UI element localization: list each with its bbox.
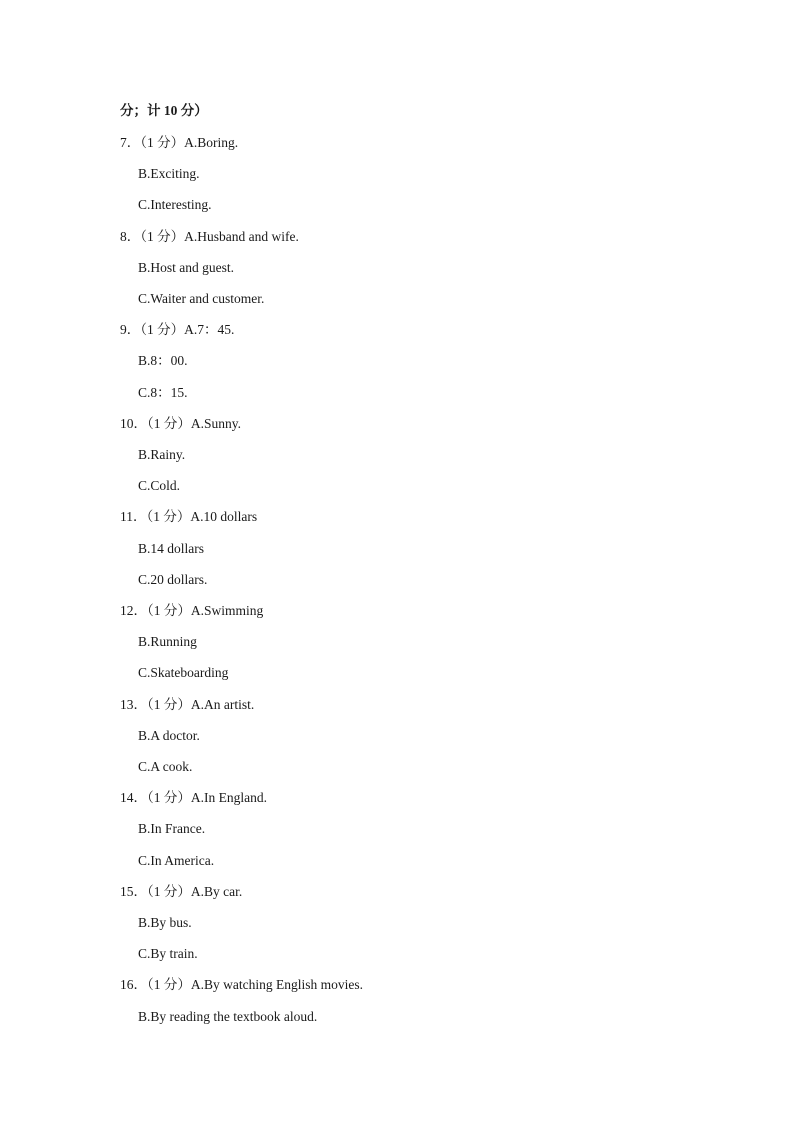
- question-5-line: [120, 507, 257, 527]
- option-b: B.Host and guest.: [138, 259, 234, 275]
- option-a: A.An artist.: [190, 696, 255, 712]
- option-a: A.Boring.: [184, 135, 239, 150]
- question-number: 15．: [120, 883, 147, 899]
- question-number: 12．: [120, 603, 147, 618]
- option-b: B.A doctor.: [138, 727, 200, 743]
- option-c: C.In America.: [138, 852, 215, 868]
- option-a: A.By watching English movies.: [190, 977, 363, 993]
- question-7-line: [120, 695, 254, 715]
- option-b: B.8：00.: [138, 353, 188, 369]
- question-score: （1 分）: [147, 883, 191, 899]
- question-score: （1 分）: [140, 322, 185, 338]
- option-c: C.Cold.: [138, 478, 181, 494]
- question-8-line: [120, 788, 267, 808]
- option-a: A.In England.: [190, 790, 267, 806]
- question-number: 10．: [120, 415, 147, 431]
- option-b: B.By bus.: [138, 915, 192, 930]
- question-9-line: [120, 882, 242, 902]
- option-c: C.Waiter and customer.: [138, 291, 265, 306]
- question-score: （1 分）: [147, 603, 191, 618]
- section-header: 分；计 10 分）: [120, 103, 208, 118]
- question-number: 9．: [120, 322, 141, 338]
- option-a: A.10 dollars: [190, 509, 258, 525]
- option-a: A.7：45.: [184, 322, 235, 338]
- option-c: C.Interesting.: [138, 197, 212, 213]
- question-score: （1 分）: [147, 415, 191, 431]
- option-c: C.20 dollars.: [138, 571, 208, 587]
- question-score: （1 分）: [140, 228, 185, 244]
- question-1-line: [120, 133, 238, 153]
- option-b: B.Exciting.: [138, 166, 200, 182]
- option-c: C.By train.: [138, 946, 198, 962]
- option-b: B.By reading the textbook aloud.: [138, 1008, 318, 1024]
- question-4-line: [120, 414, 241, 434]
- option-c: C.Skateboarding: [138, 665, 229, 681]
- question-number: 14．: [120, 790, 147, 806]
- question-number: 16．: [120, 977, 147, 993]
- option-a: A.Sunny.: [190, 415, 242, 431]
- option-b: B.In France.: [138, 821, 206, 837]
- question-score: （1 分）: [146, 509, 191, 525]
- question-number: 8．: [120, 228, 141, 244]
- question-2-line: [120, 227, 299, 247]
- option-a: A.By car.: [190, 883, 243, 899]
- option-a: A.Swimming: [190, 603, 264, 618]
- option-b: B.Rainy.: [138, 447, 186, 462]
- option-c: C.8：15.: [138, 384, 188, 400]
- question-6-line: [120, 601, 263, 621]
- option-b: B.14 dollars: [138, 540, 204, 556]
- question-score: （1 分）: [147, 696, 191, 712]
- question-3-line: [120, 320, 234, 340]
- question-score: （1 分）: [147, 977, 191, 993]
- question-number: 11．: [120, 509, 147, 525]
- question-number: 7．: [120, 135, 141, 150]
- option-a: A.Husband and wife.: [184, 228, 299, 244]
- question-score: （1 分）: [147, 790, 191, 806]
- option-c: C.A cook.: [138, 759, 193, 774]
- question-number: 13．: [120, 696, 147, 712]
- option-b: B.Running: [138, 634, 197, 650]
- question-10-line: [120, 975, 363, 995]
- question-score: （1 分）: [140, 135, 185, 150]
